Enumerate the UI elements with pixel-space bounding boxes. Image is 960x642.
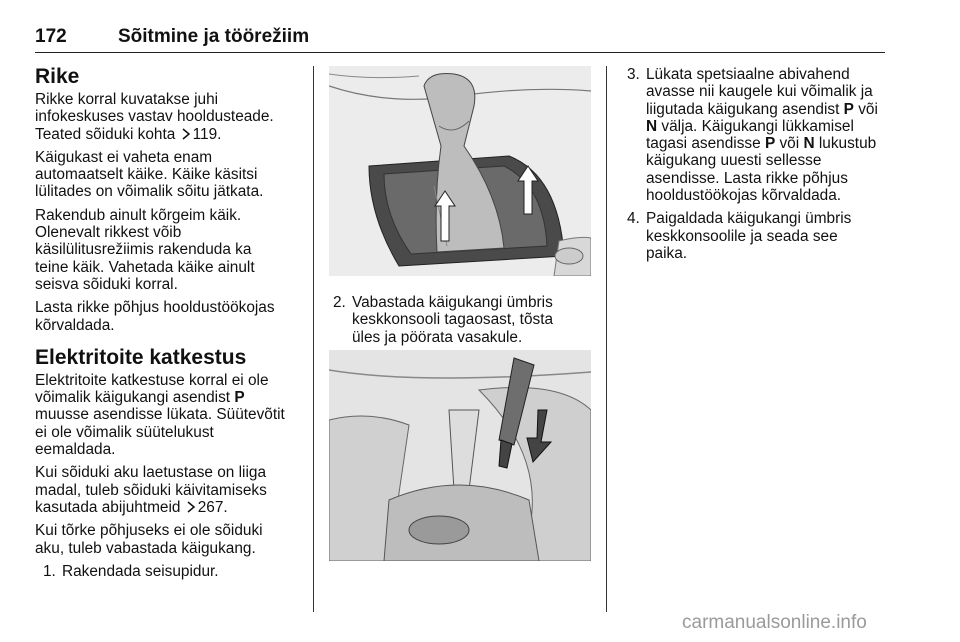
page-reference-icon: [186, 501, 196, 513]
paragraph-manual-shift: Käigukast ei vaheta enam automaatselt käike. Käike käsitsi lülitades on võimalik sõitu jätkata.: [35, 148, 264, 201]
step-2: 2. Vabastada käigukangi ümbris keskkonsooli tagaosast, tõsta üles ja pöörata vasakule.: [333, 294, 554, 346]
heading-power-failure: Elektritoite katkestus: [35, 345, 247, 369]
header-rule: [35, 52, 885, 53]
watermark: carmanualsonline.info: [682, 612, 867, 633]
column-divider-1: [313, 66, 314, 612]
column-right: [627, 66, 895, 268]
paragraph-fault-message: Rikke korral kuvatakse juhi infokeskuses vastav hooldusteade. Teated sõiduki kohta 119.: [35, 91, 274, 143]
paragraph-highest-gear: Rakendub ainult kõrgeim käik. Olenevalt rikkest võib käsilülitusrežiimis rakenduda ka teine käik. Vahetada käike ainult seisva sõiduki korral.: [35, 206, 255, 293]
heading-rike: Rike: [35, 65, 80, 88]
paragraph-workshop: Lasta rikke põhjus hooldustöökojas kõrvaldada.: [35, 299, 275, 334]
step-1: 1. Rakendada seisupidur.: [43, 562, 219, 580]
column-middle-text: [333, 294, 603, 352]
paragraph-battery: Kui sõiduki aku laetustase on liiga madal, tuleb sõiduki käivitamiseks kasutada abijuhtmeid 267.: [35, 464, 267, 516]
page-reference-link[interactable]: 119.: [192, 125, 222, 143]
step-4: 4. Paigaldada käigukangi ümbris keskkonsoolile ja seada see paika.: [627, 210, 852, 262]
page-reference-icon: [181, 128, 191, 140]
column-left: [35, 65, 305, 586]
illustration-gear-lever: [329, 66, 591, 276]
paragraph-power-failure: Elektritoite katkestuse korral ei ole võimalik käigukangi asendist P muusse asendisse lükata. Süütevõtit ei ole võimalik süütelukust eemaldada.: [35, 371, 285, 459]
page-header: [35, 26, 885, 56]
chapter-title: Sõitmine ja töörežiim: [118, 26, 310, 47]
page-reference-link[interactable]: 267.: [197, 498, 228, 516]
step-3: 3. Lükata spetsiaalne abivahend avasse nii kaugele kui võimalik ja liigutada käigukang asendist P või N välja. Käigukangi lükkamisel tagasi asendisse P või N lukustub käigukang uuesti sellesse asendisse. Lasta rikke põhjus hooldustöökojas kõrvaldada.: [627, 66, 878, 205]
paragraph-release-lever: Kui tõrke põhjuseks ei ole sõiduki aku, tuleb vabastada käigukang.: [35, 522, 263, 557]
page-number: 172: [35, 26, 67, 47]
illustration-release-tool: [329, 350, 591, 561]
column-divider-2: [606, 66, 607, 612]
